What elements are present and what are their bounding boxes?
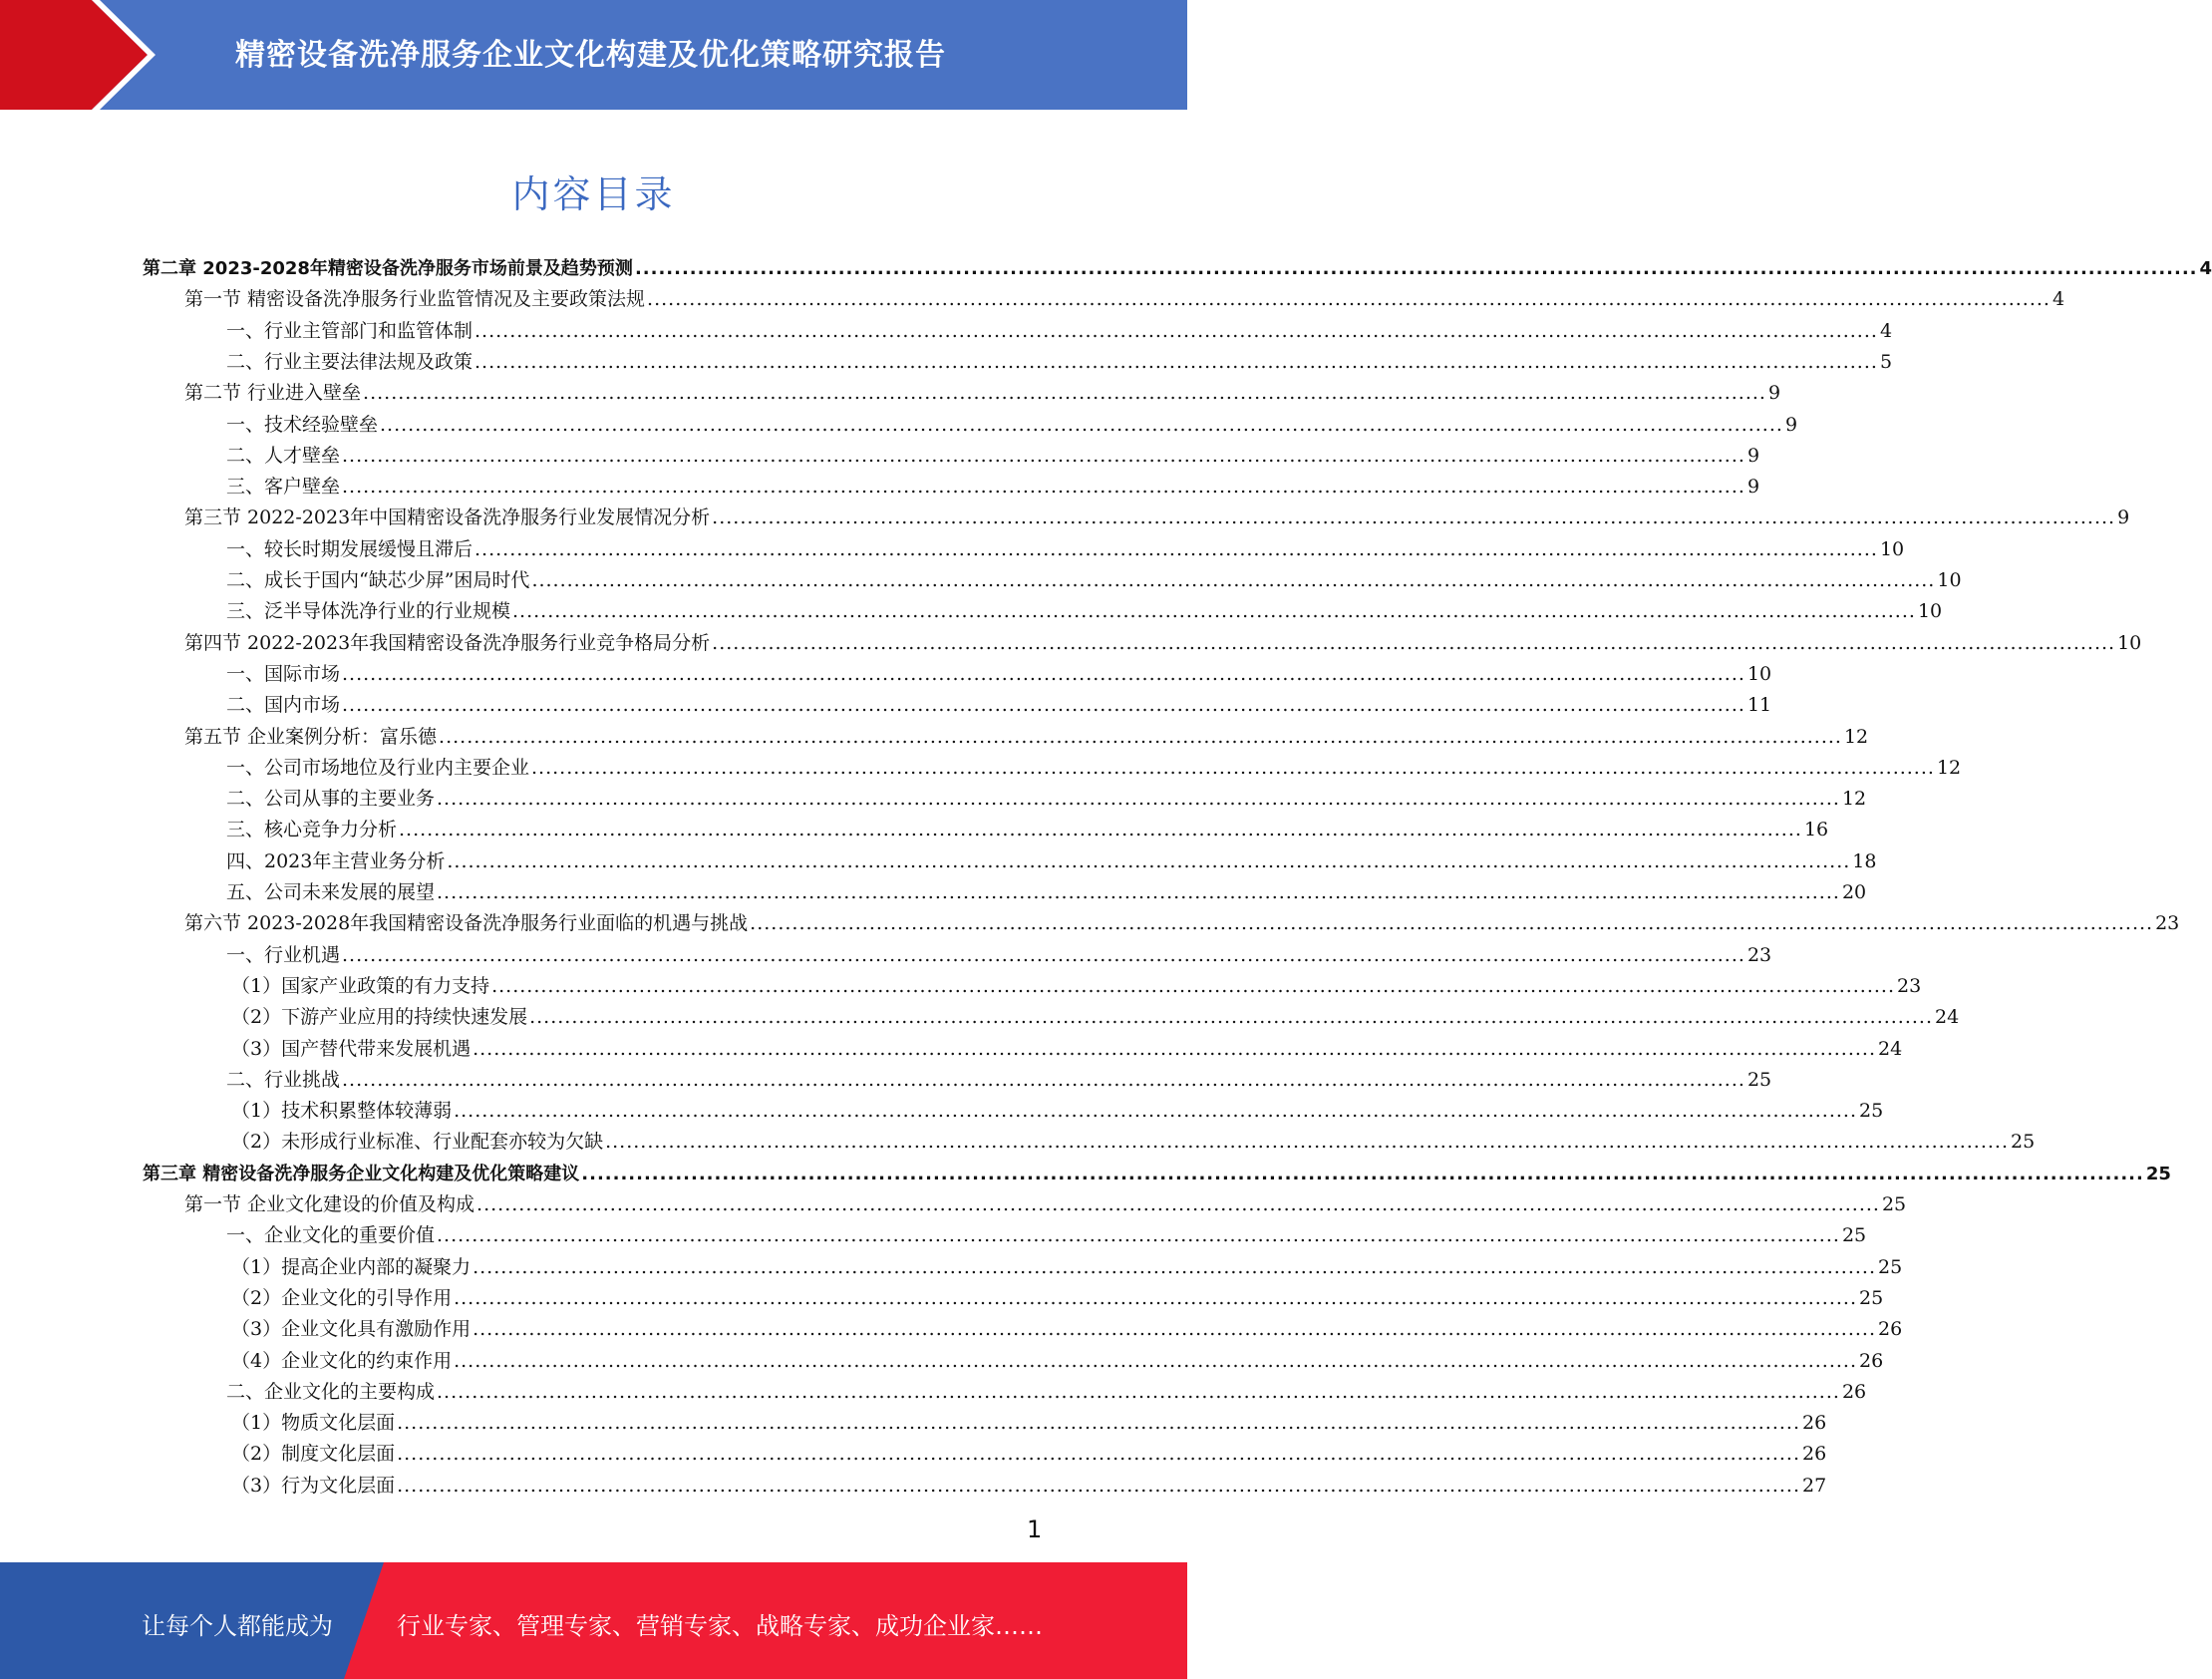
toc-dot-leader: ........................................................................................................................................................................................................ — [380, 413, 1783, 436]
toc-entry-label: 第六节 2023-2028年我国精密设备洗净服务行业面临的机遇与挑战 — [184, 912, 749, 935]
toc-subsection-entry[interactable] — [231, 1252, 1903, 1283]
page-number: 1 — [1027, 1515, 1043, 1543]
toc-dot-leader: ........................................................................................................................................................................................................ — [634, 258, 2198, 279]
toc-dot-leader: ........................................................................................................................................................................................................ — [342, 943, 1745, 966]
toc-entry-label: 二、行业挑战 — [226, 1068, 341, 1091]
footer-band — [0, 1562, 1187, 1679]
toc-entry-label: 第二章 2023-2028年精密设备洗净服务市场前景及趋势预测 — [143, 258, 633, 279]
toc-dot-leader: ........................................................................................................................................................................................................ — [473, 1037, 1877, 1060]
toc-entry-page: 4 — [2199, 258, 2212, 279]
toc-entry-page: 9 — [1767, 382, 1781, 405]
toc-entry-page: 24 — [1878, 1037, 1903, 1060]
toc-dot-leader: ........................................................................................................................................................................................................ — [397, 1474, 1801, 1497]
toc-dot-leader: ........................................................................................................................................................................................................ — [529, 1006, 1934, 1029]
toc-entry-page: 25 — [2145, 1163, 2171, 1184]
toc-entry-page: 20 — [1841, 881, 1867, 903]
toc-entry-label: 一、行业机遇 — [226, 943, 341, 966]
toc-subsection-entry[interactable] — [231, 1471, 1827, 1502]
toc-subsection-entry[interactable] — [226, 940, 1772, 971]
toc-entry-label: （1）物质文化层面 — [231, 1412, 396, 1435]
toc-dot-leader: ........................................................................................................................................................................................................ — [437, 788, 1840, 811]
toc-entry-label: 三、核心竞争力分析 — [226, 819, 398, 841]
toc-subsection-entry[interactable] — [231, 971, 1922, 1002]
toc-entry-label: 二、人才壁垒 — [226, 444, 341, 467]
toc-dot-leader: ........................................................................................................................................................................................................ — [342, 1068, 1745, 1091]
toc-entry-page: 10 — [2117, 631, 2142, 654]
toc-dot-leader: ........................................................................................................................................................................................................ — [512, 600, 1916, 623]
toc-entry-label: 五、公司未来发展的展望 — [226, 881, 436, 903]
toc-subsection-entry[interactable] — [226, 316, 1893, 347]
toc-subsection-entry[interactable] — [226, 815, 1829, 845]
toc-entry-label: （3）企业文化具有激励作用 — [231, 1318, 472, 1341]
toc-subsection-entry[interactable] — [231, 1096, 1884, 1127]
toc-entry-page: 10 — [1917, 600, 1943, 623]
toc-dot-leader: ........................................................................................................................................................................................................ — [531, 756, 1935, 779]
toc-section-entry[interactable] — [184, 628, 2142, 659]
toc-section-entry[interactable] — [184, 284, 2065, 315]
toc-dot-leader: ........................................................................................................................................................................................................ — [437, 881, 1840, 903]
toc-entry-page: 10 — [1937, 569, 1962, 591]
toc-subsection-entry[interactable] — [226, 347, 1893, 378]
toc-dot-leader: ........................................................................................................................................................................................................ — [473, 1318, 1877, 1341]
toc-subsection-entry[interactable] — [231, 1127, 2036, 1158]
toc-subsection-entry[interactable] — [226, 1065, 1772, 1096]
toc-subsection-entry[interactable] — [226, 410, 1798, 441]
toc-entry-page: 9 — [1746, 476, 1760, 499]
toc-entry-label: 一、行业主管部门和监管体制 — [226, 319, 474, 342]
toc-dot-leader: ........................................................................................................................................................................................................ — [397, 1412, 1801, 1435]
toc-entry-page: 4 — [2052, 288, 2065, 311]
toc-entry-page: 25 — [1746, 1068, 1772, 1091]
toc-section-entry[interactable] — [184, 908, 2180, 939]
toc-subsection-entry[interactable] — [226, 441, 1760, 472]
toc-entry-page: 25 — [1859, 1100, 1884, 1123]
toc-entry-page: 10 — [1746, 662, 1772, 685]
toc-entry-page: 23 — [2155, 912, 2180, 935]
toc-entry-page: 12 — [1841, 788, 1867, 811]
toc-dot-leader: ........................................................................................................................................................................................................ — [605, 1131, 2010, 1154]
toc-dot-leader: ........................................................................................................................................................................................................ — [437, 1380, 1840, 1403]
header-title: 精密设备洗净服务企业文化构建及优化策略研究报告 — [235, 38, 946, 73]
toc-dot-leader: ........................................................................................................................................................................................................ — [342, 662, 1745, 685]
toc-dot-leader: ........................................................................................................................................................................................................ — [750, 912, 2154, 935]
toc-entry-page: 26 — [1859, 1349, 1884, 1372]
toc-entry-page: 12 — [1843, 725, 1869, 748]
toc-entry-label: （3）行为文化层面 — [231, 1474, 396, 1497]
toc-dot-leader: ........................................................................................................................................................................................................ — [399, 819, 1802, 841]
toc-entry-label: 一、国际市场 — [226, 662, 341, 685]
toc-entry-label: 第三章 精密设备洗净服务企业文化构建及优化策略建议 — [143, 1163, 580, 1184]
toc-subsection-entry[interactable] — [226, 690, 1772, 721]
toc-entry-page: 25 — [2011, 1131, 2036, 1154]
toc-entry-page: 10 — [1879, 537, 1905, 560]
toc-subsection-entry[interactable] — [226, 784, 1867, 815]
toc-entry-page: 23 — [1897, 974, 1922, 997]
toc-entry-label: 三、客户壁垒 — [226, 476, 341, 499]
toc-dot-leader: ........................................................................................................................................................................................................ — [474, 319, 1878, 342]
toc-entry-label: 二、成长于国内“缺芯少屏”困局时代 — [226, 569, 530, 591]
toc-entry-page: 27 — [1802, 1474, 1827, 1497]
toc-entry-label: （1）提高企业内部的凝聚力 — [231, 1255, 472, 1278]
toc-subsection-entry[interactable] — [231, 1034, 1903, 1065]
toc-subsection-entry[interactable] — [226, 753, 1962, 784]
toc-entry-page: 11 — [1746, 694, 1772, 717]
toc-subsection-entry[interactable] — [231, 1439, 1827, 1470]
toc-subsection-entry[interactable] — [231, 1283, 1884, 1314]
toc-subsection-entry[interactable] — [226, 846, 1877, 877]
toc-entry-label: 一、企业文化的重要价值 — [226, 1224, 436, 1247]
toc-entry-page: 16 — [1803, 819, 1829, 841]
toc-subsection-entry[interactable] — [226, 565, 1962, 596]
toc-dot-leader: ........................................................................................................................................................................................................ — [712, 506, 2116, 529]
toc-section-entry[interactable] — [184, 1189, 1907, 1220]
toc-entry-label: 三、泛半导体洗净行业的行业规模 — [226, 600, 511, 623]
toc-dot-leader: ........................................................................................................................................................................................................ — [581, 1163, 2144, 1184]
toc-dot-leader: ........................................................................................................................................................................................................ — [439, 725, 1842, 748]
toc-dot-leader: ........................................................................................................................................................................................................ — [437, 1224, 1840, 1247]
toc-dot-leader: ........................................................................................................................................................................................................ — [473, 1255, 1877, 1278]
toc-dot-leader: ........................................................................................................................................................................................................ — [647, 288, 2051, 311]
toc-entry-label: 第三节 2022-2023年中国精密设备洗净服务行业发展情况分析 — [184, 506, 711, 529]
toc-entry-page: 24 — [1935, 1006, 1960, 1029]
toc-entry-label: （2）未形成行业标准、行业配套亦较为欠缺 — [231, 1131, 604, 1154]
toc-subsection-entry[interactable] — [226, 472, 1760, 503]
toc-entry-page: 5 — [1879, 350, 1893, 373]
toc-subsection-entry[interactable] — [231, 1346, 1884, 1377]
toc-entry-label: （2）企业文化的引导作用 — [231, 1286, 453, 1309]
toc-entry-label: 二、行业主要法律法规及政策 — [226, 350, 474, 373]
toc-entry-label: 二、国内市场 — [226, 694, 341, 717]
toc-entry-label: （1）国家产业政策的有力支持 — [231, 974, 490, 997]
toc-dot-leader: ........................................................................................................................................................................................................ — [342, 444, 1745, 467]
toc-dot-leader: ........................................................................................................................................................................................................ — [531, 569, 1936, 591]
footer-slogan-right: 行业专家、管理专家、营销专家、战略专家、成功企业家…… — [397, 1612, 1043, 1640]
toc-entry-page: 25 — [1859, 1286, 1884, 1309]
toc-entry-label: 第二节 行业进入壁垒 — [184, 382, 362, 405]
toc-dot-leader: ........................................................................................................................................................................................................ — [474, 350, 1878, 373]
toc-dot-leader: ........................................................................................................................................................................................................ — [454, 1349, 1858, 1372]
toc-entry-page: 12 — [1936, 756, 1962, 779]
toc-subsection-entry[interactable] — [231, 1314, 1903, 1345]
toc-entry-page: 25 — [1878, 1255, 1903, 1278]
toc-entry-page: 26 — [1841, 1380, 1867, 1403]
toc-entry-label: 第一节 企业文化建设的价值及构成 — [184, 1193, 475, 1215]
toc-entry-label: 一、公司市场地位及行业内主要企业 — [226, 756, 530, 779]
toc-entry-label: 第四节 2022-2023年我国精密设备洗净服务行业竞争格局分析 — [184, 631, 711, 654]
toc-entry-label: 一、较长时期发展缓慢且滞后 — [226, 537, 474, 560]
toc-entry-page: 25 — [1881, 1193, 1907, 1215]
toc-entry-label: 二、企业文化的主要构成 — [226, 1380, 436, 1403]
toc-entry-page: 26 — [1802, 1412, 1827, 1435]
toc-entry-label: （2）下游产业应用的持续快速发展 — [231, 1006, 528, 1029]
toc-entry-label: 二、公司从事的主要业务 — [226, 788, 436, 811]
toc-subsection-entry[interactable] — [226, 877, 1867, 908]
toc-dot-leader: ........................................................................................................................................................................................................ — [342, 476, 1745, 499]
toc-entry-page: 26 — [1802, 1443, 1827, 1466]
toc-entry-page: 4 — [1879, 319, 1893, 342]
toc-dot-leader: ........................................................................................................................................................................................................ — [476, 1193, 1880, 1215]
toc-subsection-entry[interactable] — [231, 1002, 1960, 1033]
toc-subsection-entry[interactable] — [226, 596, 1943, 627]
toc-dot-leader: ........................................................................................................................................................................................................ — [447, 849, 1851, 872]
toc-dot-leader: ........................................................................................................................................................................................................ — [712, 631, 2116, 654]
toc-section-entry[interactable] — [184, 503, 2130, 533]
toc-entry-page: 23 — [1746, 943, 1772, 966]
toc-dot-leader: ........................................................................................................................................................................................................ — [342, 694, 1745, 717]
toc-entry-label: 一、技术经验壁垒 — [226, 413, 379, 436]
toc-subsection-entry[interactable] — [226, 659, 1772, 690]
toc-chapter-entry[interactable] — [143, 1159, 2171, 1189]
toc-entry-label: （1）技术积累整体较薄弱 — [231, 1100, 453, 1123]
toc-heading: 内容目录 — [511, 172, 676, 216]
toc-entry-label: 四、2023年主营业务分析 — [226, 849, 446, 872]
header-band — [0, 0, 1187, 110]
toc-entry-label: 第五节 企业案例分析：富乐德 — [184, 725, 438, 748]
toc-dot-leader: ........................................................................................................................................................................................................ — [454, 1100, 1858, 1123]
toc-dot-leader: ........................................................................................................................................................................................................ — [491, 974, 1896, 997]
toc-entry-label: （4）企业文化的约束作用 — [231, 1349, 453, 1372]
toc-entry-label: （3）国产替代带来发展机遇 — [231, 1037, 472, 1060]
toc-entry-page: 25 — [1841, 1224, 1867, 1247]
toc-dot-leader: ........................................................................................................................................................................................................ — [397, 1443, 1801, 1466]
toc-entry-page: 9 — [1746, 444, 1760, 467]
footer-slogan-left: 让每个人都能成为 — [142, 1612, 333, 1640]
toc-entry-page: 9 — [1784, 413, 1798, 436]
toc-section-entry[interactable] — [184, 722, 1869, 753]
toc-dot-leader: ........................................................................................................................................................................................................ — [363, 382, 1766, 405]
toc-entry-page: 26 — [1878, 1318, 1903, 1341]
toc-chapter-entry[interactable] — [143, 253, 2212, 284]
toc-entry-label: （2）制度文化层面 — [231, 1443, 396, 1466]
toc-subsection-entry[interactable] — [231, 1408, 1827, 1439]
toc-dot-leader: ........................................................................................................................................................................................................ — [474, 537, 1878, 560]
toc-entry-label: 第一节 精密设备洗净服务行业监管情况及主要政策法规 — [184, 288, 646, 311]
toc-section-entry[interactable] — [184, 378, 1781, 409]
toc-subsection-entry[interactable] — [226, 534, 1905, 565]
toc-subsection-entry[interactable] — [226, 1220, 1867, 1251]
toc-subsection-entry[interactable] — [226, 1377, 1867, 1408]
toc-dot-leader: ........................................................................................................................................................................................................ — [454, 1286, 1858, 1309]
toc-entry-page: 9 — [2117, 506, 2130, 529]
toc-entry-page: 18 — [1852, 849, 1877, 872]
